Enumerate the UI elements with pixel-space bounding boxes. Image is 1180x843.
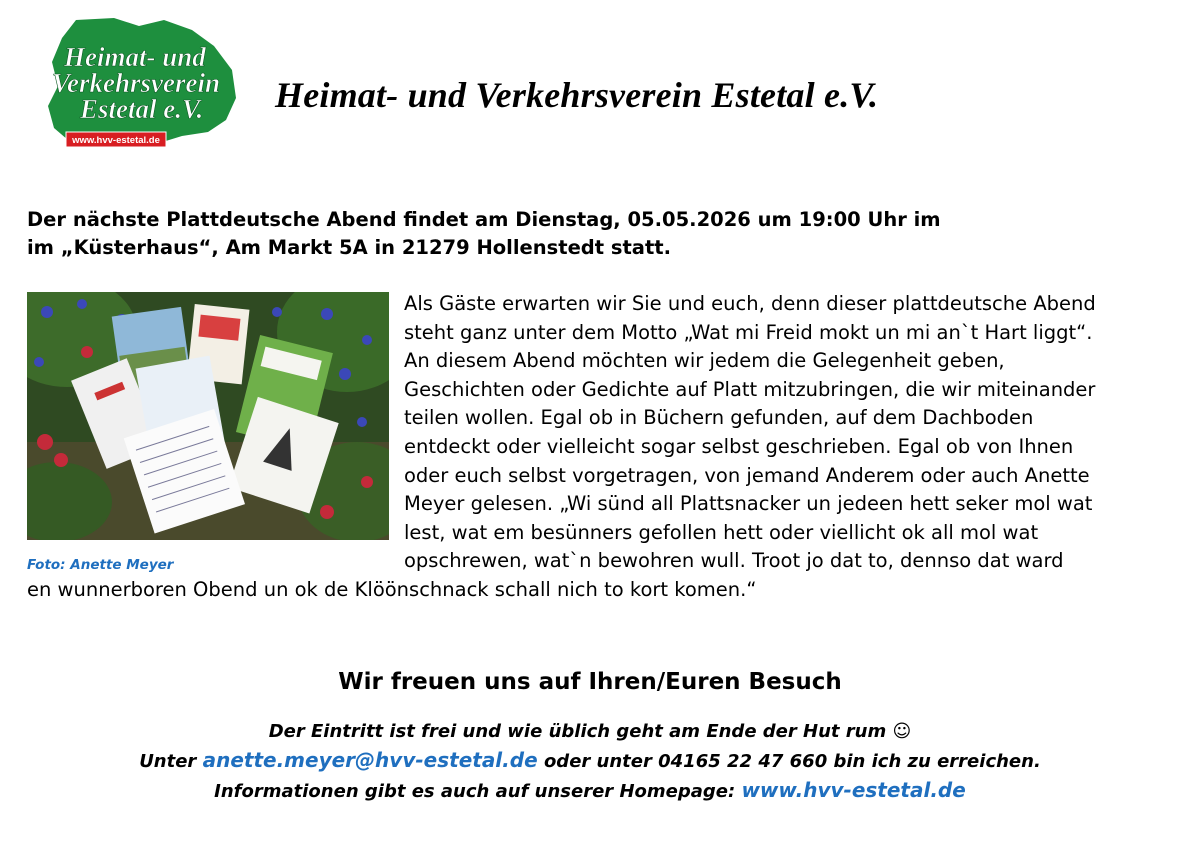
description-line: teilen wollen. Egal ob in Büchern gefunden, auf dem Dachboden — [404, 406, 1034, 430]
logo-text-line1: Heimat- und — [64, 42, 206, 72]
logo-text-line2: Verkehrsverein — [52, 68, 220, 98]
description-line: Meyer gelesen. „Wi sünd all Plattsnacker un jedeen hett seker mol wat — [404, 492, 1093, 516]
logo-text-line3: Estetal e.V. — [80, 94, 204, 124]
description-line: opschrewen, wat`n bewohren wull. Troot jo dat to, dennso dat ward — [404, 549, 1064, 573]
description-line: Als Gäste erwarten wir Sie und euch, denn dieser plattdeutsche Abend — [404, 292, 1096, 315]
event-announcement — [27, 206, 1147, 262]
contact-suffix: oder unter 04165 22 47 660 bin ich zu erreichen. — [543, 751, 1041, 772]
email-link[interactable]: anette.meyer@hvv-estetal.de — [202, 748, 538, 772]
homepage-line — [0, 776, 1180, 806]
description-line: entdeckt oder vielleicht sogar selbst geschrieben. Egal ob von Ihnen — [404, 435, 1074, 458]
contact-prefix: Unter — [139, 751, 197, 772]
description-line: en wunnerboren Obend un ok de Klöönschnack schall nich to kort komen.“ — [27, 578, 757, 601]
event-description — [0, 290, 1180, 620]
description-line: lest, wat em besünners gefollen hett oder viellicht ok all mol wat — [404, 520, 1039, 544]
description-line: An diesem Abend möchten wir jedem die Gelegenheit geben, — [404, 349, 1005, 373]
page-title: Heimat- und Verkehrsverein Estetal e.V. — [275, 75, 879, 115]
logo-url: www.hvv-estetal.de — [72, 135, 160, 146]
announcement-line-2: im „Küsterhaus“, Am Markt 5A in 21279 Hollenstedt statt. — [27, 236, 672, 259]
thanks-heading: Wir freuen uns auf Ihren/Euren Besuch — [338, 669, 842, 695]
org-logo — [44, 16, 240, 152]
contact-line — [0, 746, 1180, 776]
announcement-line-1: Der nächste Plattdeutsche Abend findet am Dienstag, 05.05.2026 um 19:00 Uhr im — [27, 208, 941, 231]
description-line: oder euch selbst vorgetragen, von jemand Anderem oder auch Anette — [404, 463, 1090, 487]
description-line: steht ganz unter dem Motto „Wat mi Freid mokt un mi an`t Hart liggt“. — [404, 320, 1093, 344]
info-prefix: Informationen gibt es auch auf unserer Homepage: — [214, 781, 736, 802]
homepage-link[interactable]: www.hvv-estetal.de — [741, 778, 966, 802]
entry-note: Der Eintritt ist frei und wie üblich geht am Ende der Hut rum ☺ — [268, 721, 912, 742]
description-line: Geschichten oder Gedichte auf Platt mitzubringen, die wir miteinander — [404, 377, 1096, 401]
photo-caption: Foto: Anette Meyer — [27, 557, 174, 573]
contact-info — [0, 717, 1180, 806]
